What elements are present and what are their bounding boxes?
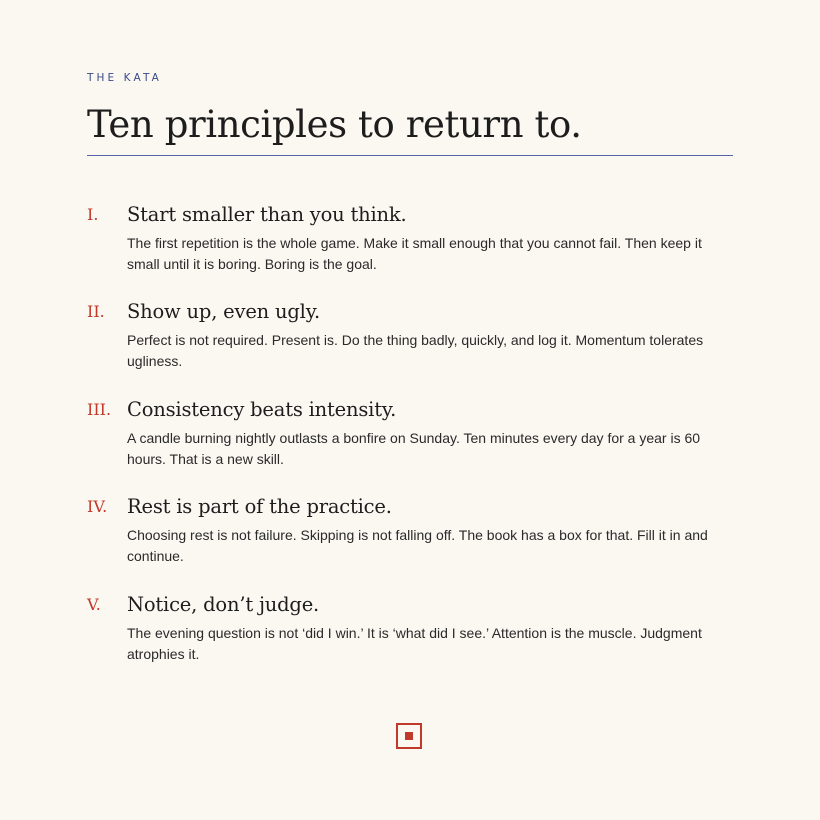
principle-heading: Start smaller than you think. <box>127 203 407 226</box>
principle-body: Perfect is not required. Present is. Do the thing badly, quickly, and log it. Momentum tolerates ugliness. <box>127 332 704 369</box>
principle-body: The evening question is not ‘did I win.’ It is ‘what did I see.’ Attention is the muscle. Judgment atrophies it. <box>127 625 702 662</box>
square-ornament-icon <box>396 723 422 749</box>
principle-item-1 <box>87 200 733 290</box>
page-title: Ten principles to return to. <box>87 103 582 146</box>
principle-numeral: V. <box>87 595 101 614</box>
page <box>87 0 733 820</box>
principle-heading: Notice, don’t judge. <box>127 593 320 616</box>
principle-numeral: I. <box>87 205 99 224</box>
principle-item-3 <box>87 395 733 485</box>
principle-heading: Rest is part of the practice. <box>127 495 392 518</box>
square-ornament-core <box>405 732 413 740</box>
principle-body: The first repetition is the whole game. Make it small enough that you cannot fail. Then keep it small until it is boring. Boring is the goal. <box>127 235 702 272</box>
principle-item-2 <box>87 297 733 387</box>
principle-numeral: IV. <box>87 497 108 516</box>
principle-body: A candle burning nightly outlasts a bonfire on Sunday. Ten minutes every day for a year is 60 hours. That is a new skill. <box>127 430 701 467</box>
principle-item-4 <box>87 492 733 582</box>
principle-heading: Consistency beats intensity. <box>127 398 397 421</box>
principle-numeral: III. <box>87 400 112 419</box>
principle-numeral: II. <box>87 302 105 321</box>
principle-item-5 <box>87 590 733 680</box>
principle-body: Choosing rest is not failure. Skipping is not falling off. The book has a box for that. Fill it in and continue. <box>127 527 708 564</box>
eyebrow-label: THE KATA <box>87 72 162 84</box>
title-divider <box>87 155 733 156</box>
principle-heading: Show up, even ugly. <box>127 300 320 323</box>
